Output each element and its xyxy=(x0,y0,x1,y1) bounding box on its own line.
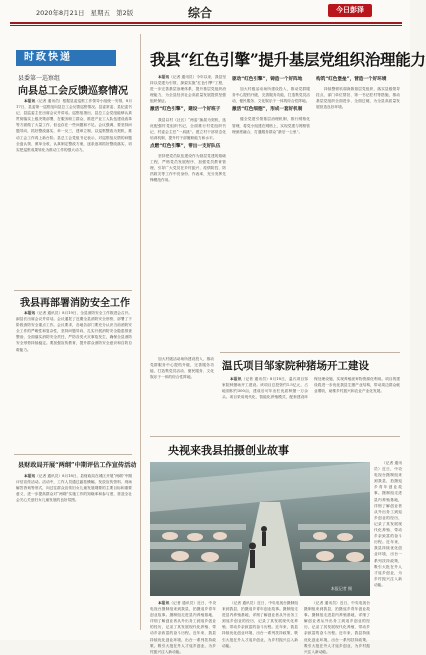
brief1-title: 向县总工会反馈巡察情况 xyxy=(18,86,128,97)
section-title: 综合 xyxy=(188,6,213,20)
lead-tail xyxy=(150,356,214,432)
issue-weekday: 星期五 xyxy=(90,9,111,17)
masthead xyxy=(0,0,410,32)
masthead-rule-thin xyxy=(10,25,402,26)
brief2-byline: 本报讯 xyxy=(24,311,36,315)
pig-byline: 本报讯 xyxy=(230,377,242,381)
brief1-kicker: 县委第一巡察组 xyxy=(18,75,61,82)
lead-sub1: 激活“红色引擎”，建设一个好班子 xyxy=(150,107,221,113)
pig-headline: 温氏项目邹家院种猪场开工建设 xyxy=(222,360,369,372)
lead-intro: （记者 通讯员）今年以来，我县坚持以党建为引领，探索实施“红色引擎”工程，进一步完善基层治理体系，提升基层党组织治理能力，为全县经济社会高质量发展提供坚强组织保证。 xyxy=(150,75,227,104)
cctv-headline: 央视来我县拍摄创业故事 xyxy=(168,444,289,457)
brief3-text: （记者 通讯员）8月18日，县财政局在城区开展“两纲”中期评估宣传活动。活动中，工作人员通过悬挂横幅、发放宣传资料、现场解答咨询等形式，向过往群众宣传妇女儿童发展纲要的主要目标和重要意义，进一步提高群众对“两纲”实施工作的知晓率和参与度，营造全社会关心关爱妇女儿童发展的良好氛围。 xyxy=(16,474,132,503)
cctv-col1 xyxy=(150,600,217,654)
brief3-byline: 本报讯 xyxy=(24,474,36,478)
brief-divider-1 xyxy=(14,290,132,291)
photo-illustration xyxy=(150,462,370,596)
lead-col2 xyxy=(232,74,310,344)
column-divider xyxy=(140,34,141,630)
photo-caption: 本报记者 摄 xyxy=(330,586,352,591)
lead-byline: 本报讯 xyxy=(158,75,170,79)
lead-sub2: 点燃“红色引擎”，带出一支好队伍 xyxy=(150,143,221,149)
brief-band: 时政快递 xyxy=(16,50,116,66)
lead-sub4: 激活“红色细胞”，形成一套好机制 xyxy=(232,107,303,113)
cctv-side-col xyxy=(374,460,402,634)
lead-sub5: 构筑“红色堡垒”，营造一个好环境 xyxy=(316,77,387,82)
lead-sub3: 驱动“红色引擎”，铸造一个好阵地 xyxy=(232,77,303,82)
brief1-text: （记者 通讯员）根据县委巡察工作领导小组统一安排，8月17日，县委第一巡察组向县总工会反馈巡察情况。县委常委、县纪委书记、县监委主任出席会议并讲话。巡察组指出，县总工会党组能够认真贯彻落实上级决策部署，在服务职工群众、推进产业工人队伍建设改革等方面做了大量工作，但也存在一些问题和不足。会议强调，要坚持问题导向，抓好整改落实，举一反三，建章立制，以巡察整改为契机，推动工会工作再上新台阶。县总工会党组书记表示，对巡察组反馈的问题全盘认领、照单全收，认真制定整改方案，逐条逐项抓好整改落实，切实把巡察成果转化为推动工作的强大动力。 xyxy=(16,99,133,152)
section-divider xyxy=(150,436,400,437)
cctv-byline: 本报讯 xyxy=(158,601,170,605)
lead-para5: 健全党建引领基层治理机制，推行网格化管理，将党小组建在网格上，实现党建与网格管理深度融合，打通服务群众“最后一公里”。 xyxy=(232,117,310,134)
brief2-body xyxy=(16,310,132,450)
issue-date-line xyxy=(36,8,137,17)
brief3-body xyxy=(16,473,132,633)
brief1-byline: 本报讯 xyxy=(24,99,36,103)
cctv-text-4: （记者 通讯员）近日，中央电视台摄制组来到我县，拍摄返乡青年创业故事。摄制组走进县内养殖基地，详细了解创业者从外出务工到返乡创业的经历，记录了其发展现代化养殖、带动乡亲致富的奋斗历程。近年来，我县持续优化创业环境，出台一系列扶持政策，吸引大批在外人才返乡创业，为乡村振兴注入新动能。 xyxy=(374,461,402,587)
masthead-rule xyxy=(10,22,402,24)
lead-para4: 加大村级活动场所建设投入，推动党群服务中心提档升级，完善服务功能，打造集党员活动、便民服务、文化娱乐于一体的综合性阵地。 xyxy=(232,87,310,104)
pig-text: （记者 通讯员）8月18日，温氏项目邹家院种猪场开工建设。该项目总投资约1.5亿元，占地面积约300亩，建成后可年出栏优质种猪一万余头。项目采用现代化、智能化养殖模式，配套建设环保处理设施，实现养殖废弃物资源化利用。项目的建设将进一步优化我县生猪产业结构，带动周边群众就业增收，助推乡村振兴和农业产业化发展。 xyxy=(222,377,400,400)
lead-col1 xyxy=(150,74,226,354)
pig-body xyxy=(222,376,400,432)
cctv-col3 xyxy=(304,600,370,654)
pig-farm-photo xyxy=(150,462,370,596)
issue-edition: 第2版 xyxy=(116,9,134,17)
brief1-body xyxy=(16,98,132,284)
brief2-title: 我县再部署消防安全工作 xyxy=(20,298,130,309)
lead-headline: 我县“红色引擎”提升基层党组织治理能力 xyxy=(150,50,426,69)
lead-para3: 坚持把党员队伍建设作为基层党建的基础工程，严格党员发展程序，加强党员教育管理，引导广大党员在乡村振兴、疫情防控、防汛救灾等工作中亮身份、作表率，充分发挥先锋模范作用。 xyxy=(150,154,226,183)
cctv-text-3: （记者 通讯员）近日，中央电视台摄制组来到我县，拍摄返乡青年创业故事。摄制组走进县内养殖基地，详细了解创业者从外出务工到返乡创业的经历，记录了其发展现代化养殖、带动乡亲致富的奋斗历程。近年来，我县持续优化创业环境，出台一系列扶持政策，吸引大批在外人才返乡创业，为乡村振兴注入新动能。 xyxy=(304,601,370,654)
cctv-col2 xyxy=(222,600,298,648)
paper-logo: 今日彭泽 xyxy=(328,4,372,17)
brief2-text: （记者 通讯员）8月19日，全县消防安全工作推进会召开。副县长出席会议并讲话。会议通报了近期全县消防安全形势，部署了下阶段消防安全重点工作。会议要求，各地各部门要充分认识当前消防安全工作的严峻性和复杂性，坚持问题导向，扎实开展消防安全隐患排查整治，全面落实消防安全责任，严防各类火灾事故发生，确保全县消防安全形势持续稳定。要加强宣传教育，提升群众消防安全意识和自防自救能力。 xyxy=(16,311,132,352)
cctv-text-1: （记者 通讯员）近日，中央电视台摄制组来到我县，拍摄返乡青年创业故事。摄制组走进县内养殖基地，详细了解创业者从外出务工到返乡创业的经历，记录了其发展现代化养殖、带动乡亲致富的奋斗历程。近年来，我县持续优化创业环境，出台一系列扶持政策，吸引大批在外人才返乡创业，为乡村振兴注入新动能。 xyxy=(150,601,217,654)
issue-date: 2020年8月21日 xyxy=(36,9,85,17)
lead-col3 xyxy=(316,74,400,344)
lead-tail-text: 加大村级活动场所建设投入，推动党群服务中心提档升级，完善服务功能，打造集党员活动、便民服务、文化娱乐于一体的综合性阵地。 xyxy=(150,357,214,380)
brief-divider-2 xyxy=(14,454,132,455)
brief3-title: 县财政局开展“两纲”中期评估工作宣传活动 xyxy=(18,462,137,469)
lead-para2: 我县以村（社区）“两委”换届为契机，选优配强村党组织书记，全面推行村党组织书记、村委会主任“一肩挑”。建立村干部常态化培训机制，提升村干部履职能力和水平。 xyxy=(150,117,226,140)
cctv-text-2: （记者 通讯员）近日，中央电视台摄制组来到我县，拍摄返乡青年创业故事。摄制组走进县内养殖基地，详细了解创业者从外出务工到返乡创业的经历，记录了其发展现代化养殖、带动乡亲致富的奋斗历程。近年来，我县持续优化创业环境，出台一系列扶持政策，吸引大批在外人才返乡创业，为乡村振兴注入新动能。 xyxy=(222,601,298,648)
lead-para6: 持续整顿软弱涣散基层党组织，落实县级领导挂点、部门单位帮扶、第一书记驻村等措施，推动基层党组织全面进步、全面过硬，为全县高质量发展营造良好环境。 xyxy=(316,87,400,110)
section-divider-pig xyxy=(220,352,400,353)
